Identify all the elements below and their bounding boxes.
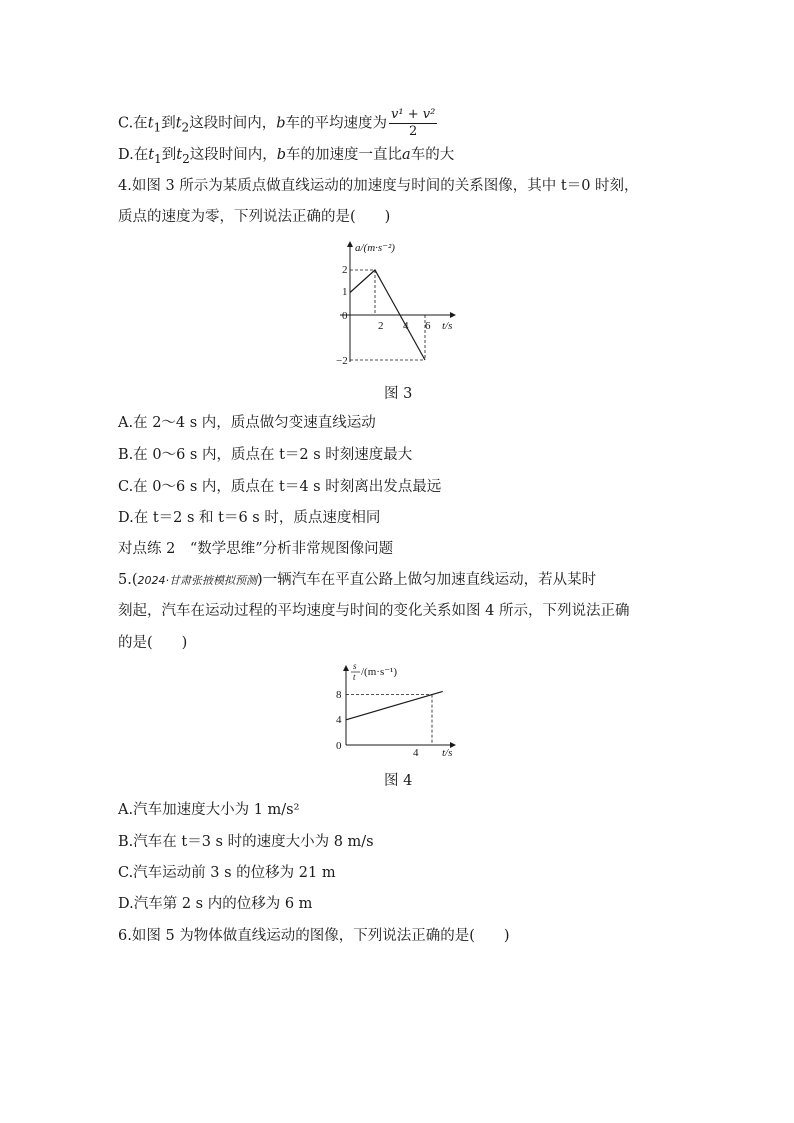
q5-option-c: C.汽车运动前 3 s 的位移为 21 m xyxy=(118,865,336,881)
average-velocity-fraction: $\frac{\text{v¹ + v²}}{2}$ xyxy=(391,107,436,139)
xtick-2: 2 xyxy=(378,320,384,332)
xtick-4: 4 xyxy=(413,747,419,759)
x-axis-label: t/s xyxy=(442,747,453,759)
q4-option-c: C.在 0～6 s 内，质点在 t＝4 s 时刻离出发点最远 xyxy=(118,479,442,495)
ytick-4: 4 xyxy=(336,714,342,726)
q4-option-b: B.在 0～6 s 内，质点在 t＝2 s 时刻速度最大 xyxy=(118,447,413,463)
q5-option-b: B.汽车在 t＝3 s 时的速度大小为 8 m/s xyxy=(118,834,374,850)
y-label-unit: /(m·s⁻¹) xyxy=(361,666,397,678)
figure-3-caption: 图 3 xyxy=(384,386,413,402)
ytick-2: 2 xyxy=(342,264,348,276)
ytick-0: 0 xyxy=(342,310,348,322)
q5-option-a: A.汽车加速度大小为 1 m/s² xyxy=(118,802,300,818)
q5-stem-line3: 的是( ) xyxy=(118,635,188,651)
q4-option-d: D.在 t＝2 s 和 t＝6 s 时，质点速度相同 xyxy=(118,510,381,526)
section-heading: 对点练 2 “数学思维”分析非常规图像问题 xyxy=(118,541,394,557)
q4-stem-line1: 4.如图 3 所示为某质点做直线运动的加速度与时间的关系图像，其中 t＝0 时刻， xyxy=(118,178,639,194)
figure-4-average-velocity-chart xyxy=(330,660,470,760)
y-label-denominator: t xyxy=(353,672,356,682)
y-axis-label: a/(m·s⁻²) xyxy=(355,242,395,254)
q6-stem: 6.如图 5 为物体做直线运动的图像，下列说法正确的是( ) xyxy=(118,928,510,944)
q3-option-c: C.在$t_1$到$t_2$这段时间内，b车的平均速度为 $\frac{\text{v¹ + v²}}{2}$ xyxy=(118,107,436,139)
y-label-numerator: s xyxy=(353,661,357,671)
ytick-8: 8 xyxy=(336,689,342,701)
x-axis-label: t/s xyxy=(442,320,453,332)
q4-stem-line2: 质点的速度为零，下列说法正确的是( ) xyxy=(118,209,391,225)
figure-3-acceleration-chart xyxy=(330,236,470,372)
xtick-6: 6 xyxy=(425,320,431,332)
xtick-4: 4 xyxy=(403,320,409,332)
figure-4-caption: 图 4 xyxy=(384,773,413,789)
ytick-0: 0 xyxy=(336,740,342,752)
q4-option-a: A.在 2～4 s 内，质点做匀变速直线运动 xyxy=(118,415,376,431)
q5-stem-line2: 刻起，汽车在运动过程的平均速度与时间的变化关系如图 4 所示，下列说法正确 xyxy=(118,603,630,619)
average-velocity-line xyxy=(346,691,443,719)
q5-source: 2024·甘肃张掖模拟预测 xyxy=(137,574,257,587)
ytick-1: 1 xyxy=(342,286,348,298)
q5-stem-line1: 5.(2024·甘肃张掖模拟预测)一辆汽车在平直公路上做匀加速直线运动，若从某时 xyxy=(118,572,597,588)
q5-option-d: D.汽车第 2 s 内的位移为 6 m xyxy=(118,896,313,912)
q3-option-d: D.在$t_1$到$t_2$这段时间内，b车的加速度一直比a车的大 xyxy=(118,147,455,166)
ytick-neg2: −2 xyxy=(336,355,348,367)
